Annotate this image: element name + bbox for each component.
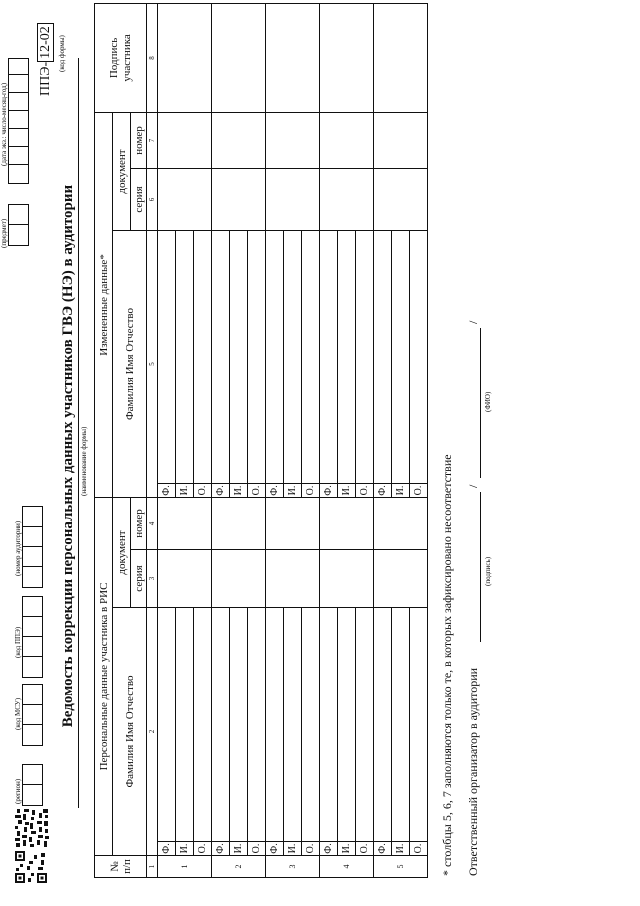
fio-letter: О. bbox=[248, 842, 266, 856]
changed-fio-cell[interactable] bbox=[194, 231, 212, 484]
fio-cell[interactable] bbox=[410, 608, 428, 842]
changed-document-header: документ bbox=[113, 112, 131, 230]
table-row bbox=[158, 4, 176, 878]
changed-fio-cell[interactable] bbox=[302, 231, 320, 484]
changed-fio-letter: И. bbox=[392, 484, 410, 498]
auditorium-caption: (номер аудитории) bbox=[14, 520, 22, 576]
changed-number-cell[interactable] bbox=[320, 113, 374, 169]
col-number: 3 bbox=[147, 550, 158, 608]
changed-fio-letter: О. bbox=[410, 484, 428, 498]
changed-fio-cell[interactable] bbox=[176, 231, 194, 484]
form-code-prefix: ППЭ- bbox=[38, 61, 53, 96]
changed-fio-letter: И. bbox=[176, 484, 194, 498]
fio-letter: О. bbox=[410, 842, 428, 856]
signature-cell[interactable] bbox=[374, 4, 428, 113]
fio-letter: Ф. bbox=[374, 842, 392, 856]
row-number: 1 bbox=[158, 856, 212, 878]
region-caption: (регион) bbox=[14, 778, 22, 804]
fio-cell[interactable] bbox=[194, 608, 212, 842]
msu-field[interactable] bbox=[22, 684, 43, 746]
changed-fio-header: Фамилия Имя Отчество bbox=[113, 230, 147, 497]
fio-cell[interactable] bbox=[320, 608, 338, 842]
number-cell[interactable] bbox=[374, 498, 428, 550]
changed-number-cell[interactable] bbox=[158, 113, 212, 169]
fio-cell[interactable] bbox=[266, 608, 284, 842]
end-slash: / bbox=[466, 320, 480, 324]
participants-table bbox=[157, 3, 428, 878]
form-title: Ведомость коррекции персональных данных участников ГВЭ (НЭ) в аудитории bbox=[60, 184, 76, 728]
signature-cell[interactable] bbox=[320, 4, 374, 113]
series-header: серия bbox=[131, 550, 147, 608]
fio-letter: О. bbox=[356, 842, 374, 856]
changed-fio-letter: Ф. bbox=[158, 484, 176, 498]
fio-line[interactable] bbox=[480, 328, 481, 478]
num-header: № п/п bbox=[95, 856, 147, 878]
subject-field[interactable] bbox=[8, 204, 29, 246]
fio-cell[interactable] bbox=[248, 608, 266, 842]
fio-cell[interactable] bbox=[230, 608, 248, 842]
personal-data-header: Персональные данные участника в РИС bbox=[95, 497, 113, 855]
fio-cell[interactable] bbox=[392, 608, 410, 842]
fio-cell[interactable] bbox=[284, 608, 302, 842]
changed-fio-letter: О. bbox=[248, 484, 266, 498]
fio-letter: И. bbox=[392, 842, 410, 856]
fio-letter: И. bbox=[176, 842, 194, 856]
signature-cell[interactable] bbox=[266, 4, 320, 113]
fio-letter: И. bbox=[284, 842, 302, 856]
subject-caption: (предмет) bbox=[0, 218, 8, 248]
fio-letter: И. bbox=[338, 842, 356, 856]
fio-header: Фамилия Имя Отчество bbox=[113, 608, 147, 856]
changed-series-header: серия bbox=[131, 168, 147, 230]
col-number: 1 bbox=[147, 856, 158, 878]
signature-cell[interactable] bbox=[158, 4, 212, 113]
changed-number-cell[interactable] bbox=[212, 113, 266, 169]
ppe-caption: (код ППЭ) bbox=[14, 626, 22, 658]
number-cell[interactable] bbox=[158, 498, 212, 550]
document-header: документ bbox=[113, 497, 131, 607]
signature-cell[interactable] bbox=[212, 4, 266, 113]
fio-letter: Ф. bbox=[266, 842, 284, 856]
region-field[interactable] bbox=[22, 764, 43, 806]
msu-caption: (код МСУ) bbox=[14, 697, 22, 730]
changed-number-cell[interactable] bbox=[374, 113, 428, 169]
changed-fio-cell[interactable] bbox=[356, 231, 374, 484]
fio-cell[interactable] bbox=[338, 608, 356, 842]
changed-series-cell[interactable] bbox=[266, 169, 320, 231]
row-number: 5 bbox=[374, 856, 428, 878]
changed-series-cell[interactable] bbox=[320, 169, 374, 231]
fio-letter: Ф. bbox=[158, 842, 176, 856]
series-cell[interactable] bbox=[374, 550, 428, 608]
table-row bbox=[320, 4, 338, 878]
changed-fio-letter: Ф. bbox=[212, 484, 230, 498]
series-cell[interactable] bbox=[158, 550, 212, 608]
changed-fio-cell[interactable] bbox=[230, 231, 248, 484]
row-number: 2 bbox=[212, 856, 266, 878]
col-number: 6 bbox=[147, 168, 158, 230]
signature-line[interactable] bbox=[480, 492, 481, 642]
changed-fio-letter: О. bbox=[194, 484, 212, 498]
fio-cell[interactable] bbox=[176, 608, 194, 842]
changed-fio-letter: О. bbox=[302, 484, 320, 498]
col-number: 7 bbox=[147, 112, 158, 168]
table-row bbox=[212, 4, 230, 878]
changed-fio-letter: О. bbox=[356, 484, 374, 498]
changed-fio-cell[interactable] bbox=[158, 231, 176, 484]
exam-date-caption: (дата экз.: число-месяц-год) bbox=[0, 82, 8, 166]
col-number: 5 bbox=[147, 230, 158, 497]
form-code bbox=[38, 23, 54, 96]
table-row bbox=[374, 4, 392, 878]
fio-letter: И. bbox=[230, 842, 248, 856]
changed-fio-cell[interactable] bbox=[338, 231, 356, 484]
series-cell[interactable] bbox=[212, 550, 266, 608]
changed-data-header: Измененные данные* bbox=[95, 112, 113, 497]
footnote: * столбцы 5, 6, 7 заполняются только те, в которых зафиксировано несоответствие bbox=[440, 454, 454, 876]
changed-fio-letter: Ф. bbox=[266, 484, 284, 498]
form-code-caption: (код формы) bbox=[58, 35, 66, 72]
col-number: 8 bbox=[147, 3, 158, 112]
changed-fio-cell[interactable] bbox=[392, 231, 410, 484]
separator-slash: / bbox=[466, 484, 480, 488]
fio-letter: Ф. bbox=[320, 842, 338, 856]
changed-fio-cell[interactable] bbox=[374, 231, 392, 484]
title-caption: (наименование формы) bbox=[80, 426, 88, 496]
changed-number-header: номер bbox=[131, 112, 147, 168]
changed-fio-cell[interactable] bbox=[410, 231, 428, 484]
fio-letter: О. bbox=[302, 842, 320, 856]
table-row bbox=[266, 4, 284, 878]
form-code-number: 12-02 bbox=[37, 23, 54, 62]
changed-fio-letter: И. bbox=[338, 484, 356, 498]
exam-date-field[interactable] bbox=[8, 58, 29, 184]
fio-cell[interactable] bbox=[302, 608, 320, 842]
changed-series-cell[interactable] bbox=[374, 169, 428, 231]
qr-code-secondary bbox=[14, 808, 50, 848]
changed-fio-cell[interactable] bbox=[320, 231, 338, 484]
auditorium-field[interactable] bbox=[22, 506, 43, 588]
col-number: 4 bbox=[147, 497, 158, 549]
row-number: 4 bbox=[320, 856, 374, 878]
changed-fio-cell[interactable] bbox=[212, 231, 230, 484]
changed-fio-letter: Ф. bbox=[320, 484, 338, 498]
fio-letter: Ф. bbox=[212, 842, 230, 856]
changed-fio-cell[interactable] bbox=[248, 231, 266, 484]
changed-fio-letter: Ф. bbox=[374, 484, 392, 498]
fio-cell[interactable] bbox=[212, 608, 230, 842]
changed-series-cell[interactable] bbox=[212, 169, 266, 231]
header-table bbox=[94, 3, 158, 878]
ppe-field[interactable] bbox=[22, 596, 43, 678]
changed-fio-letter: И. bbox=[284, 484, 302, 498]
changed-fio-letter: И. bbox=[230, 484, 248, 498]
number-cell[interactable] bbox=[320, 498, 374, 550]
row-number: 3 bbox=[266, 856, 320, 878]
col-number: 2 bbox=[147, 608, 158, 856]
organizer-label: Ответственный организатор в аудитории bbox=[466, 667, 480, 876]
fio-cell[interactable] bbox=[356, 608, 374, 842]
number-cell[interactable] bbox=[212, 498, 266, 550]
number-header: номер bbox=[131, 497, 147, 549]
fio-letter: О. bbox=[194, 842, 212, 856]
title-underline bbox=[78, 58, 79, 808]
signature-caption: (подпись) bbox=[484, 556, 492, 586]
number-cell[interactable] bbox=[266, 498, 320, 550]
changed-fio-cell[interactable] bbox=[284, 231, 302, 484]
fio-caption: (ФИО) bbox=[484, 391, 492, 412]
changed-fio-cell[interactable] bbox=[266, 231, 284, 484]
signature-header: Подпись участника bbox=[95, 3, 147, 112]
changed-number-cell[interactable] bbox=[266, 113, 320, 169]
qr-code bbox=[14, 850, 48, 884]
changed-series-cell[interactable] bbox=[158, 169, 212, 231]
fio-cell[interactable] bbox=[158, 608, 176, 842]
series-cell[interactable] bbox=[320, 550, 374, 608]
fio-cell[interactable] bbox=[374, 608, 392, 842]
series-cell[interactable] bbox=[266, 550, 320, 608]
